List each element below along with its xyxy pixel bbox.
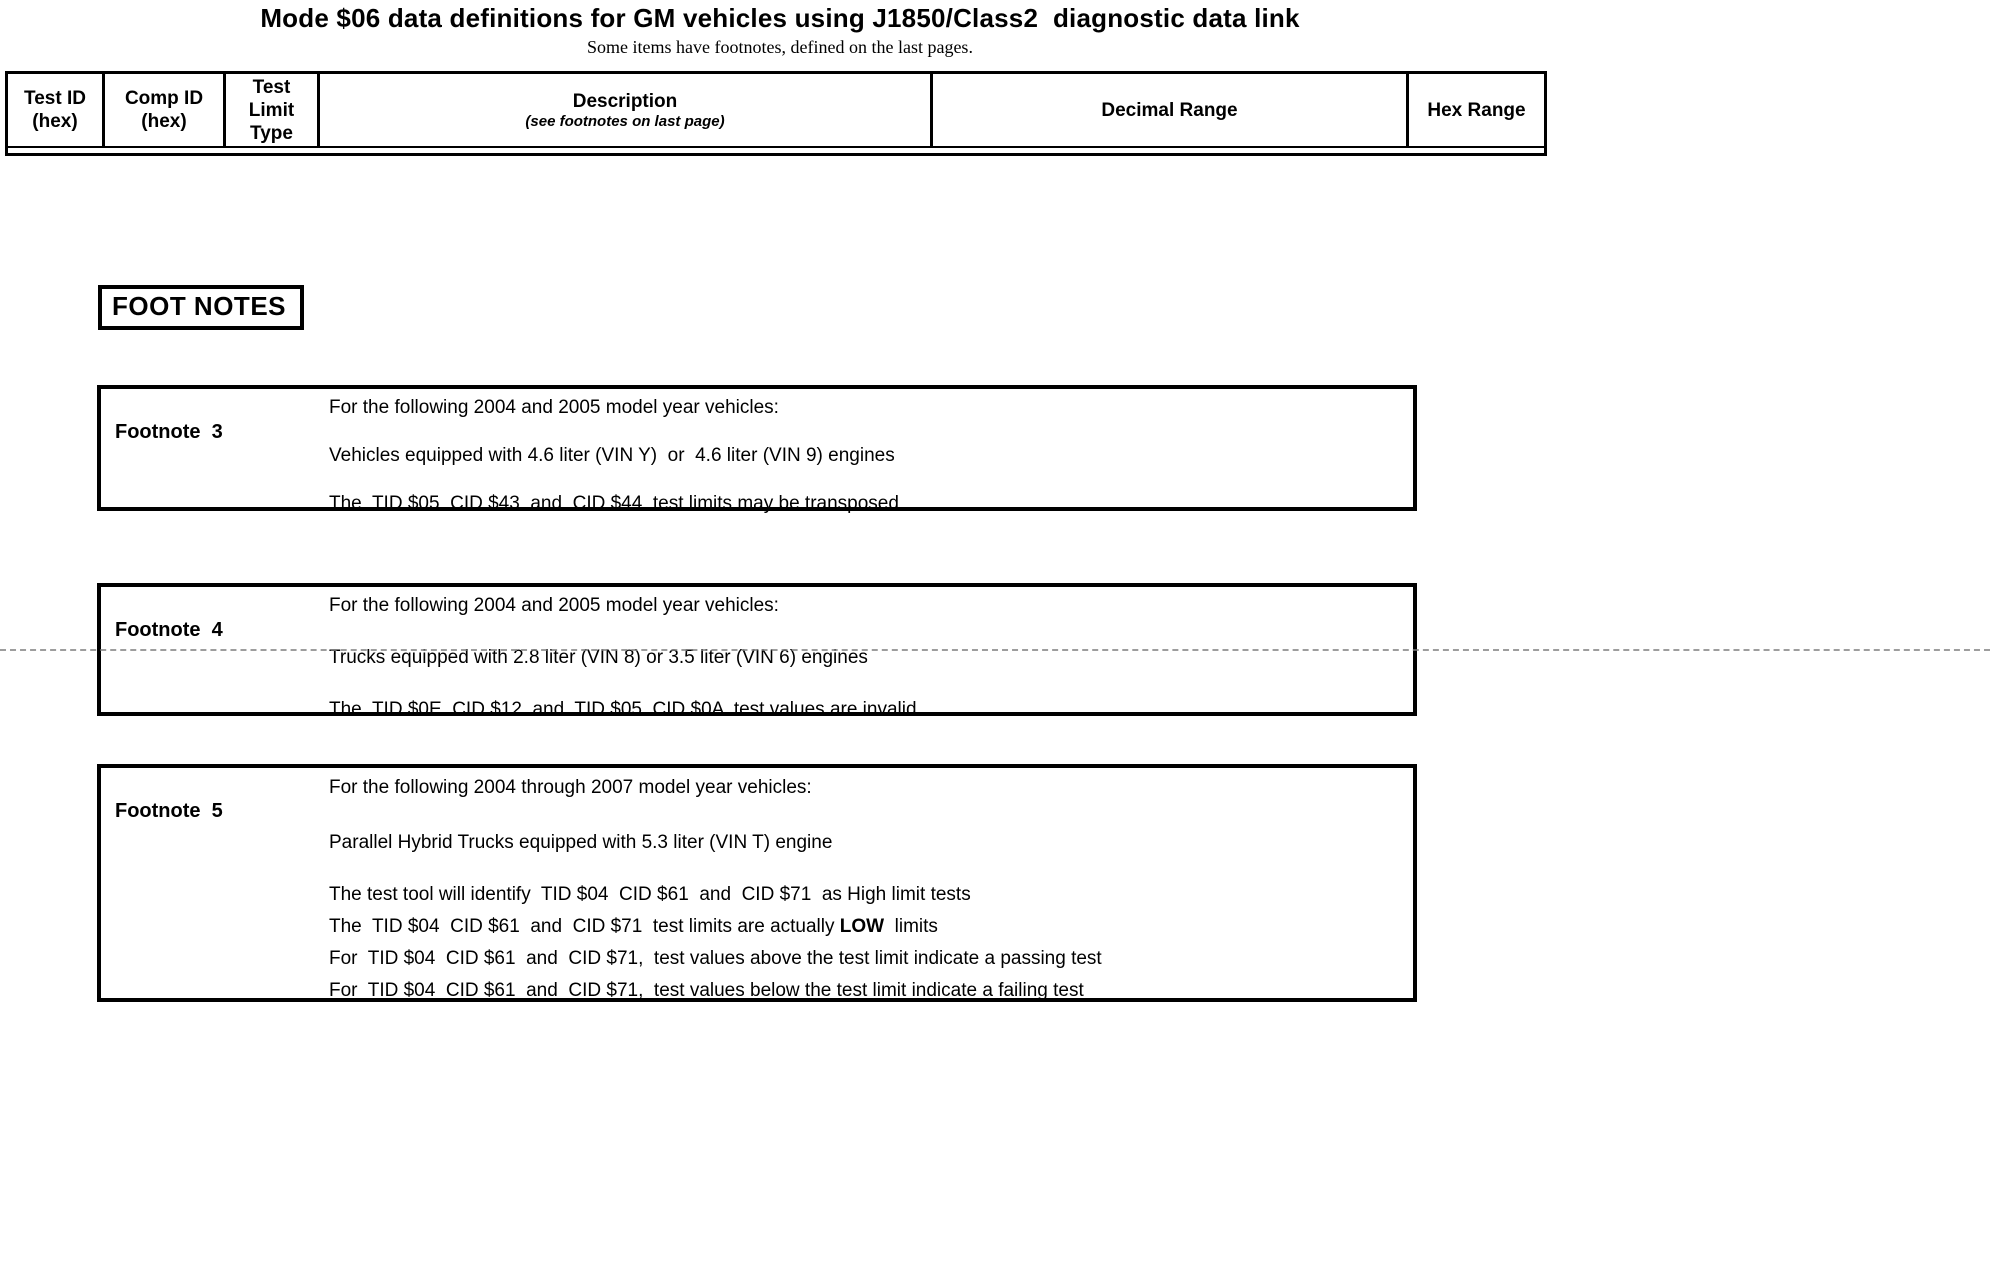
column-header-line: (hex) xyxy=(32,111,78,132)
column-header-line: Comp ID xyxy=(124,88,204,109)
emphasis-post: limits xyxy=(884,916,938,937)
page-subtitle: Some items have footnotes, defined on the last pages. xyxy=(587,37,973,57)
emphasis-bold: LOW xyxy=(839,916,885,937)
emphasis-pre: The TID $04 CID $61 and CID $71 test limits are actually xyxy=(329,916,840,937)
column-header-line: Decimal Range xyxy=(1101,99,1238,121)
column-header-test-limit-type xyxy=(226,74,320,148)
footnote-5-content xyxy=(329,768,1409,1011)
footnote-line: For the following 2004 and 2005 model year vehicles: xyxy=(329,595,779,616)
footnotes-section-heading: FOOT NOTES xyxy=(98,285,304,330)
footnote-5-box xyxy=(97,764,1417,1002)
definitions-table-header-row xyxy=(5,71,1547,156)
footnote-line: The test tool will identify TID $04 CID $61 and CID $71 as High limit tests xyxy=(329,884,971,905)
footnote-line: The TID $0E CID $12 and TID $05 CID $0A test values are invalid xyxy=(329,699,917,720)
column-header-line: (hex) xyxy=(141,111,187,132)
column-header-line: Description xyxy=(572,90,678,112)
footnote-line-emphasis xyxy=(329,915,1409,939)
page-title: Mode $06 data definitions for GM vehicles using J1850/Class2 diagnostic data link xyxy=(260,3,1300,33)
footnote-4-content xyxy=(329,587,1409,750)
column-header-line: Hex Range xyxy=(1427,99,1526,121)
column-header-line: Type xyxy=(250,122,293,144)
footnote-3-label: Footnote 3 xyxy=(115,421,223,443)
column-header-line: Test xyxy=(252,76,291,98)
footnote-line: For TID $04 CID $61 and CID $71, test values above the test limit indicate a passing test xyxy=(329,948,1102,969)
footnote-3-content xyxy=(329,389,1409,540)
footnote-line: Parallel Hybrid Trucks equipped with 5.3 liter (VIN T) engine xyxy=(329,832,833,853)
footnote-5-label: Footnote 5 xyxy=(115,800,223,822)
column-header-test-id xyxy=(8,74,105,148)
footnote-line: For the following 2004 and 2005 model year vehicles: xyxy=(329,397,779,418)
column-header-note: (see footnotes on last page) xyxy=(525,112,725,130)
column-header-decimal-range xyxy=(933,74,1409,148)
column-header-description xyxy=(320,74,933,148)
footnote-line: Vehicles equipped with 4.6 liter (VIN Y) or 4.6 liter (VIN 9) engines xyxy=(329,445,895,466)
footnote-3-box xyxy=(97,385,1417,514)
column-header-line: Test ID xyxy=(24,88,86,109)
column-header-hex-range xyxy=(1409,74,1544,148)
footnote-line: Trucks equipped with 2.8 liter (VIN 8) or 3.5 liter (VIN 6) engines xyxy=(329,647,868,668)
footnote-4-label: Footnote 4 xyxy=(115,619,223,641)
footnote-line: The TID $05 CID $43 and CID $44 test limits may be transposed xyxy=(329,493,899,514)
footnote-line: For TID $04 CID $61 and CID $71, test values below the test limit indicate a failing test xyxy=(329,980,1084,1001)
column-header-line: Limit xyxy=(248,99,295,121)
footnote-line: For the following 2004 through 2007 model year vehicles: xyxy=(329,777,812,798)
footnote-4-box xyxy=(97,583,1417,720)
column-header-comp-id xyxy=(105,74,226,148)
